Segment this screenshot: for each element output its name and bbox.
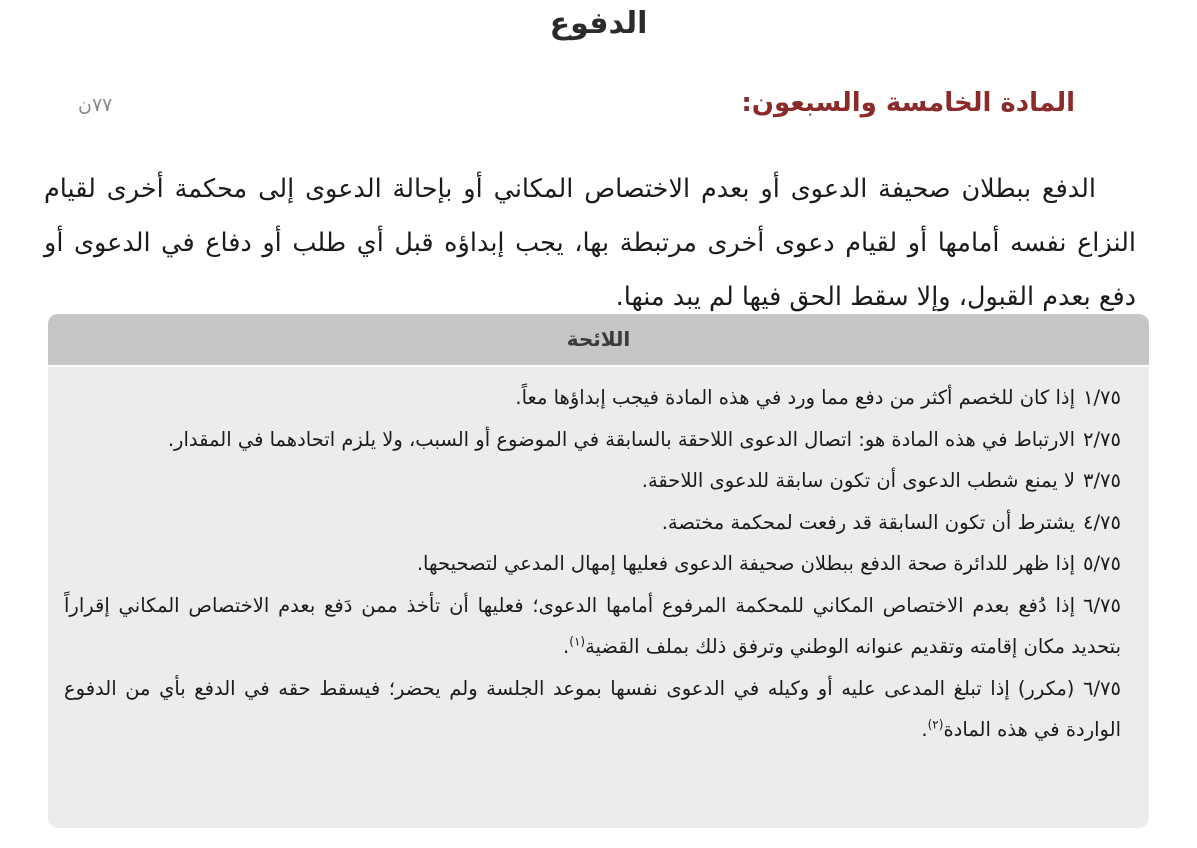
article-heading: المادة الخامسة والسبعون: [741, 88, 1075, 118]
regulation-tail: . [921, 718, 928, 741]
regulation-number: ٣/٧٥ [1083, 469, 1121, 492]
footnote-marker: (٢) [927, 717, 944, 732]
article-body: الدفع ببطلان صحيفة الدعوى أو بعدم الاختصاص المكاني أو بإحالة الدعوى إلى محكمة أخرى لقيام النزاع نفسه أمامها أو لقيام دعوى أخرى مرتبطة بها، يجب إبداؤه قبل أي طلب أو دفاع في الدعوى أو دفع بعدم القبول، وإلا سقط الحق فيها لم يبد منها. [44, 173, 1136, 312]
regulation-text: إذا كان للخصم أكثر من دفع مما ورد في هذه المادة فيجب إبداؤها معاً. [515, 386, 1075, 409]
regulation-item [64, 460, 1121, 502]
regulation-text: يشترط أن تكون السابقة قد رفعت لمحكمة مختصة. [661, 510, 1075, 534]
regulation-item [64, 668, 1121, 751]
regulation-item [64, 419, 1121, 461]
regulation-tail: . [563, 635, 570, 658]
regulation-item [64, 585, 1121, 668]
regulation-number: ٤/٧٥ [1083, 510, 1121, 534]
regulation-number: ٢/٧٥ [1083, 427, 1121, 451]
regulation-text: لا يمنع شطب الدعوى أن تكون سابقة للدعوى اللاحقة. [641, 469, 1075, 492]
regulation-item [64, 377, 1121, 419]
regulation-number: ١/٧٥ [1083, 386, 1121, 409]
regulation-number: ٦/٧٥ (مكرر) [1017, 676, 1121, 700]
regulations-box [48, 314, 1149, 828]
regulation-text: إذا تبلغ المدعى عليه أو وكيله في الدعوى نفسها بموعد الجلسة ولم يحضر؛ فيسقط حقه في الدفع بأي من الدفوع الواردة في هذه المادة [64, 676, 1121, 741]
regulation-number: ٦/٧٥ [1083, 593, 1121, 617]
regulation-text: إذا ظهر للدائرة صحة الدفع ببطلان صحيفة الدعوى فعليها إمهال المدعي لتصحيحها. [416, 552, 1075, 575]
regulation-number: ٥/٧٥ [1083, 552, 1121, 575]
regulation-item [64, 543, 1121, 585]
chapter-title: الدفوع [549, 6, 648, 41]
regulations-title: اللائحة [48, 314, 1149, 367]
regulation-text: الارتباط في هذه المادة هو: اتصال الدعوى اللاحقة بالسابقة في الموضوع أو السبب، ولا يلزم اتحادهما في المقدار. [167, 427, 1075, 451]
footnote-marker: (١) [569, 634, 586, 649]
regulation-text: إذا دُفع بعدم الاختصاص المكاني للمحكمة المرفوع أمامها الدعوى؛ فعليها أن تأخذ ممن دَفع بعدم الاختصاص المكاني إقراراً بتحديد مكان إقامته وتقديم عنوانه الوطني وترفق ذلك بملف القضية [64, 593, 1121, 658]
regulation-item [64, 502, 1121, 544]
regulations-list [48, 367, 1149, 751]
page-number: ٧٧ن [78, 94, 113, 116]
